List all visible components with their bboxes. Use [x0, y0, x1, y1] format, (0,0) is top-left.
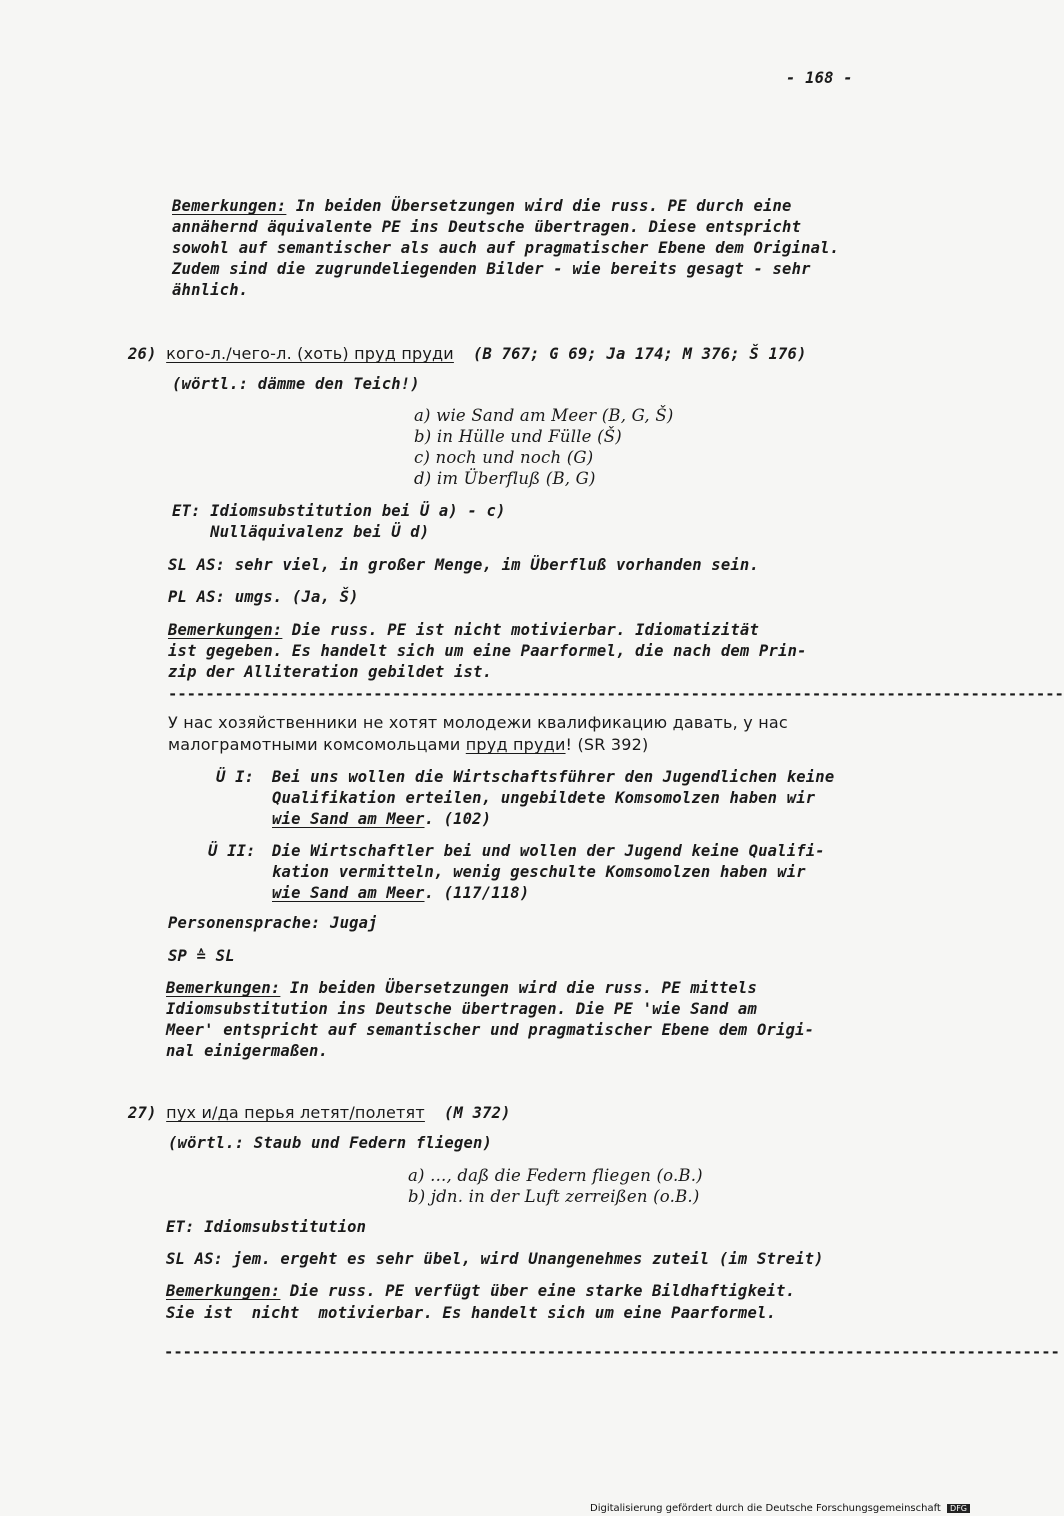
dashed-separator: ------------------------------------------------------------------------------------------------ [168, 685, 1064, 703]
remark-label: Bemerkungen: [168, 621, 283, 639]
remark-label: Bemerkungen: [166, 979, 281, 997]
remark-line: Sie ist nicht motivierbar. Es handelt sich um eine Paarformel. [166, 1304, 777, 1322]
example-phrase: пруд пруди [465, 735, 566, 754]
page-number: - 168 - [786, 69, 853, 87]
entry-heading: 26) кого-л./чего-л. (хоть) пруд пруди (B 767; G 69; Ja 174; M 376; Š 176) [128, 344, 807, 363]
remark-line: sowohl auf semantischer als auch auf pragmatischer Ebene dem Original. [172, 239, 840, 257]
remark-line: nal einigermaßen. [166, 1042, 329, 1060]
literal-translation: (wörtl.: Staub und Federn fliegen) [168, 1134, 493, 1152]
remark-line: Bemerkungen: Die russ. PE verfügt über eine starke Bildhaftigkeit. [166, 1282, 796, 1300]
example-line: малограмотными комсомольцами пруд пруди! (SR 392) [168, 735, 649, 754]
translation-line: kation vermitteln, wenig geschulte Komsomolzen haben wir [272, 863, 806, 881]
remark-line: ähnlich. [172, 281, 249, 299]
example-line: У нас хозяйственники не хотят молодежи квалификацию давать, у нас [168, 713, 788, 732]
headword: пух и/да перья летят/полетят [166, 1103, 425, 1122]
translation-line: wie Sand am Meer. (117/118) [272, 884, 530, 902]
references: (B 767; G 69; Ja 174; M 376; Š 176) [472, 345, 807, 363]
remark-line: ist gegeben. Es handelt sich um eine Paarformel, die nach dem Prin- [168, 642, 807, 660]
remark-line: zip der Alliteration gebildet ist. [168, 663, 493, 681]
literal-translation: (wörtl.: dämme den Teich!) [172, 375, 420, 393]
remark-line: Bemerkungen: Die russ. PE ist nicht motivierbar. Idiomatizität [168, 621, 759, 639]
et-line: Nulläquivalenz bei Ü d) [172, 523, 430, 541]
equivalent-item: b) jdn. in der Luft zerreißen (o.B.) [408, 1187, 700, 1206]
remark-line: annähernd äquivalente PE ins Deutsche übertragen. Diese entspricht [172, 218, 802, 236]
remark-line: Bemerkungen: In beiden Übersetzungen wird die russ. PE durch eine [172, 197, 792, 215]
sl-as-line: SL AS: jem. ergeht es sehr übel, wird Unangenehmes zuteil (im Streit) [166, 1250, 824, 1268]
references: (M 372) [443, 1104, 511, 1122]
sp-line: SP ≙ SL [168, 947, 235, 965]
remark-line: Bemerkungen: In beiden Übersetzungen wird die russ. PE mittels [166, 979, 757, 997]
remark-label: Bemerkungen: [172, 197, 287, 215]
translation-label: Ü II: [208, 842, 256, 860]
footer-credit: Digitalisierung gefördert durch die Deutsche Forschungsgemeinschaft DFG [590, 1503, 970, 1514]
remark-label: Bemerkungen: [166, 1282, 281, 1300]
dashed-separator: ------------------------------------------------------------------------------------------------ [164, 1343, 1060, 1361]
equivalent-item: a) wie Sand am Meer (B, G, Š) [414, 406, 674, 425]
equivalent-item: d) im Überfluß (B, G) [414, 469, 596, 488]
sl-as-line: SL AS: sehr viel, in großer Menge, im Überfluß vorhanden sein. [168, 556, 759, 574]
pl-as-line: PL AS: umgs. (Ja, Š) [168, 588, 359, 606]
remark-line: Zudem sind die zugrundeliegenden Bilder - wie bereits gesagt - sehr [172, 260, 811, 278]
person-line: Personensprache: Jugaj [168, 914, 378, 932]
remark-line: Idiomsubstitution ins Deutsche übertragen. Die PE 'wie Sand am [166, 1000, 757, 1018]
et-line: ET: Idiomsubstitution [166, 1218, 367, 1236]
translation-line: Qualifikation erteilen, ungebildete Komsomolzen haben wir [272, 789, 816, 807]
dfg-logo: DFG [947, 1504, 970, 1513]
et-line: ET: Idiomsubstitution bei Ü a) - c) [172, 502, 506, 520]
equivalent-item: a) ..., daß die Federn fliegen (o.B.) [408, 1166, 703, 1185]
entry-heading: 27) пух и/да перья летят/полетят (M 372) [128, 1103, 511, 1122]
translation-label: Ü I: [216, 768, 255, 786]
translation-line: wie Sand am Meer. (102) [272, 810, 492, 828]
remark-line: Meer' entspricht auf semantischer und pragmatischer Ebene dem Origi- [166, 1021, 815, 1039]
translation-line: Bei uns wollen die Wirtschaftsführer den Jugendlichen keine [272, 768, 835, 786]
headword: кого-л./чего-л. (хоть) пруд пруди [166, 344, 454, 363]
equivalent-item: c) noch und noch (G) [414, 448, 594, 467]
translation-line: Die Wirtschaftler bei und wollen der Jugend keine Qualifi- [272, 842, 825, 860]
equivalent-item: b) in Hülle und Fülle (Š) [414, 427, 622, 446]
